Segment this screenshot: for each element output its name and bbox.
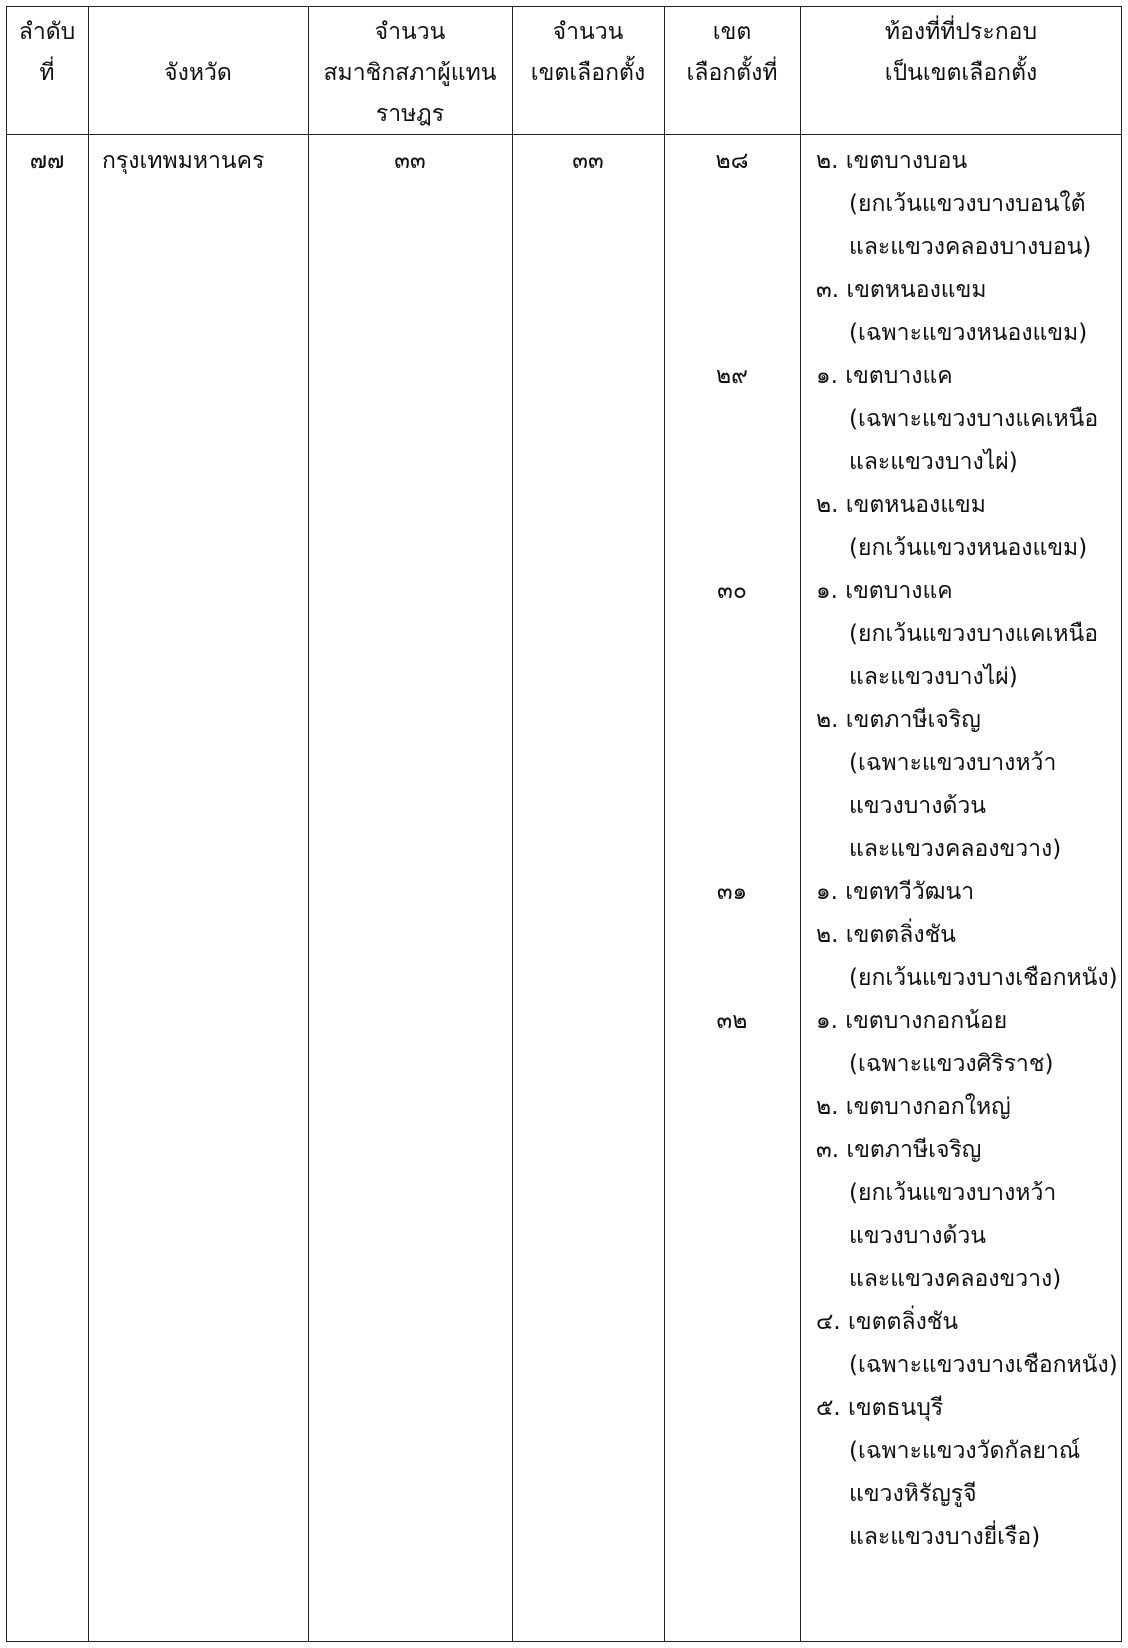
area-line: ๒. เขตบางกอกใหญ่ [816, 1094, 1011, 1120]
area-line: แขวงบางด้วน [849, 793, 987, 819]
area-line: (ยกเว้นแขวงบางแคเหนือ [849, 621, 1099, 647]
area-entry [816, 484, 1116, 570]
area-line: (ยกเว้นแขวงบางหว้า [849, 1180, 1057, 1206]
area-line: ๓. เขตภาษีเจริญ [816, 1137, 982, 1163]
area-line: ๑. เขตบางแค [816, 363, 953, 389]
area-line: ๕. เขตธนบุรี [816, 1395, 944, 1421]
area-entry [816, 1301, 1116, 1387]
area-entry [816, 1000, 1116, 1086]
header-areas: ท้องที่ที่ประกอบ เป็นเขตเลือกตั้ง [884, 19, 1038, 86]
area-line: ๔. เขตตลิ่งชัน [816, 1309, 959, 1335]
district-number: ๓๐ [717, 578, 747, 604]
column-divider [308, 6, 309, 1642]
header-province: จังหวัด [164, 60, 232, 86]
area-line: (ยกเว้นแขวงบางเชือกหนัง) [849, 965, 1118, 991]
area-entry [816, 1086, 1116, 1129]
area-line: และแขวงคลองขวาง) [849, 1266, 1062, 1292]
area-line: (เฉพาะแขวงหนองแขม) [849, 320, 1088, 346]
area-line: ๑. เขตบางกอกน้อย [816, 1008, 1008, 1034]
area-line: และแขวงคลองบางบอน) [849, 234, 1092, 260]
district-number: ๓๒ [716, 1008, 748, 1034]
header-district-no: เขต เลือกตั้งที่ [686, 19, 778, 86]
area-entry [816, 914, 1116, 1000]
area-line: (เฉพาะแขวงบางเชือกหนัง) [849, 1352, 1118, 1378]
row-members: ๓๓ [394, 148, 426, 174]
area-line: (เฉพาะแขวงบางแคเหนือ [849, 406, 1099, 432]
area-line: และแขวงบางไผ่) [849, 449, 1018, 475]
area-line: และแขวงบางยี่เรือ) [849, 1524, 1041, 1550]
column-divider [664, 6, 665, 1642]
area-line: (ยกเว้นแขวงหนองแขม) [849, 535, 1088, 561]
area-entry [816, 140, 1116, 269]
header-divider [6, 134, 1122, 135]
header-districts-count: จำนวน เขตเลือกตั้ง [530, 19, 646, 86]
area-line: แขวงบางด้วน [849, 1223, 987, 1249]
district-number: ๓๑ [716, 879, 748, 905]
area-line: ๒. เขตหนองแขม [816, 492, 986, 518]
area-entry [816, 1387, 1116, 1559]
header-members: จำนวน สมาชิกสภาผู้แทน ราษฎร [323, 19, 497, 127]
area-entry [816, 871, 1116, 914]
area-line: ๑. เขตบางแค [816, 578, 953, 604]
area-entry [816, 1129, 1116, 1301]
header-order: ลำดับ ที่ [18, 19, 76, 86]
column-divider [512, 6, 513, 1642]
area-line: ๒. เขตตลิ่งชัน [816, 922, 956, 948]
row-order: ๗๗ [29, 148, 65, 174]
area-line: (เฉพาะแขวงวัดกัลยาณ์ [849, 1438, 1081, 1464]
area-line: ๒. เขตภาษีเจริญ [816, 707, 981, 733]
area-entry [816, 355, 1116, 484]
district-number: ๒๘ [715, 148, 749, 174]
district-number: ๒๙ [715, 363, 748, 389]
area-line: ๑. เขตทวีวัฒนา [816, 879, 975, 905]
row-districts-count: ๓๓ [572, 148, 604, 174]
area-entry [816, 269, 1116, 355]
column-divider [88, 6, 89, 1642]
area-entry [816, 699, 1116, 871]
area-line: และแขวงบางไผ่) [849, 664, 1018, 690]
area-line: (เฉพาะแขวงบางหว้า [849, 750, 1057, 776]
area-line: (เฉพาะแขวงศิริราช) [849, 1051, 1054, 1077]
column-divider [800, 6, 801, 1642]
area-line: และแขวงคลองขวาง) [849, 836, 1062, 862]
area-line: แขวงหิรัญรูจี [849, 1481, 977, 1507]
row-province: กรุงเทพมหานคร [102, 148, 265, 174]
area-line: (ยกเว้นแขวงบางบอนใต้ [849, 191, 1086, 217]
area-line: ๒. เขตบางบอน [816, 148, 968, 174]
area-line: ๓. เขตหนองแขม [816, 277, 987, 303]
area-entry [816, 570, 1116, 699]
